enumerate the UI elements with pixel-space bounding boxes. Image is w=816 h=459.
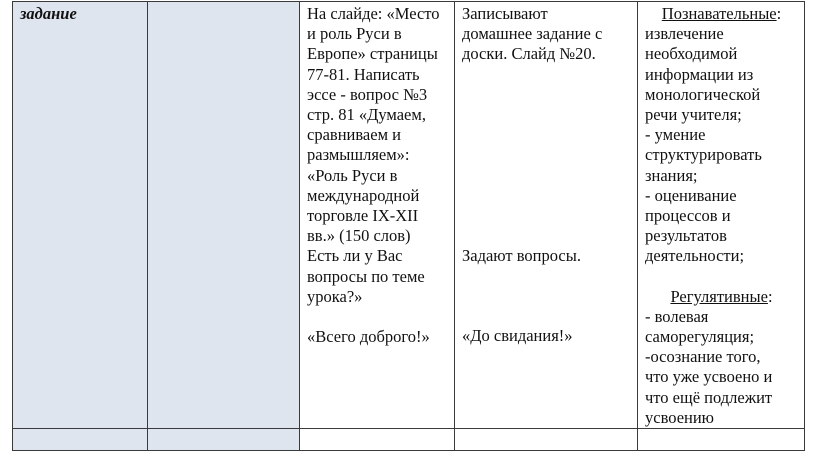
student-line: Задают вопросы. [462,245,581,265]
empty-cell [455,429,638,451]
empty-cell [638,429,805,451]
uud-cell [638,2,805,429]
uud-line: структурировать [645,145,762,165]
student-activity-cell [455,2,638,429]
empty-cell [300,429,455,451]
teacher-line: Европе» страницы [307,44,438,64]
teacher-line: стр. 81 «Думаем, [307,105,426,125]
teacher-line: урока?» [307,286,363,306]
table-row [13,2,805,429]
teacher-line: «Роль Руси в [307,165,398,185]
uud-line: извлечение [645,24,724,44]
uud-line: знания; [645,165,698,185]
uud-line: речи учителя; [645,105,742,125]
teacher-line: Есть ли у Вас [307,246,403,266]
uud-line: процессов и [645,206,731,226]
stage-goal-cell [148,2,300,429]
teacher-line: международной [307,185,420,205]
lesson-plan-table [12,1,805,451]
student-line: домашнее задание с [462,24,603,44]
teacher-line: и роль Руси в [307,24,402,44]
teacher-line: вв.» (150 слов) [307,226,411,246]
uud-line: необходимой [645,44,738,64]
uud-line: - оценивание [645,185,737,205]
teacher-line: На слайде: «Место [307,4,440,23]
stage-label: задание [20,4,77,23]
uud-category-regulatory: Регулятивные: [670,286,773,306]
teacher-line: 77-81. Написать [307,64,420,84]
student-line: «До свидания!» [462,325,573,345]
uud-line: -осознание того, [645,347,761,367]
teacher-line: размышляем»: [307,145,410,165]
uud-line: результатов [645,226,727,246]
uud-line: усвоению [645,407,715,427]
teacher-line: эссе - вопрос №3 [307,84,428,104]
teacher-line: «Всего доброго!» [307,327,430,347]
uud-line: саморегуляция; [645,327,755,347]
teacher-activity-cell [300,2,455,429]
uud-line: что ещё подлежит [645,387,773,407]
uud-category-cognitive: Познавательные: [661,4,782,23]
uud-line: что уже усвоено и [645,367,773,387]
teacher-line: вопросы по теме [307,266,425,286]
empty-cell [148,429,300,451]
teacher-line: торговле IX-XII [307,206,419,226]
empty-cell [13,429,148,451]
uud-line: деятельности; [645,246,745,266]
table-row [13,429,805,451]
uud-line: монологической [645,84,761,104]
student-line: Записывают [462,4,548,23]
uud-line: - умение [645,125,706,145]
teacher-line: сравниваем и [307,125,401,145]
student-line: доски. Слайд №20. [462,44,596,64]
uud-line: - волевая [645,306,709,326]
uud-line: информации из [645,64,754,84]
stage-cell [13,2,148,429]
